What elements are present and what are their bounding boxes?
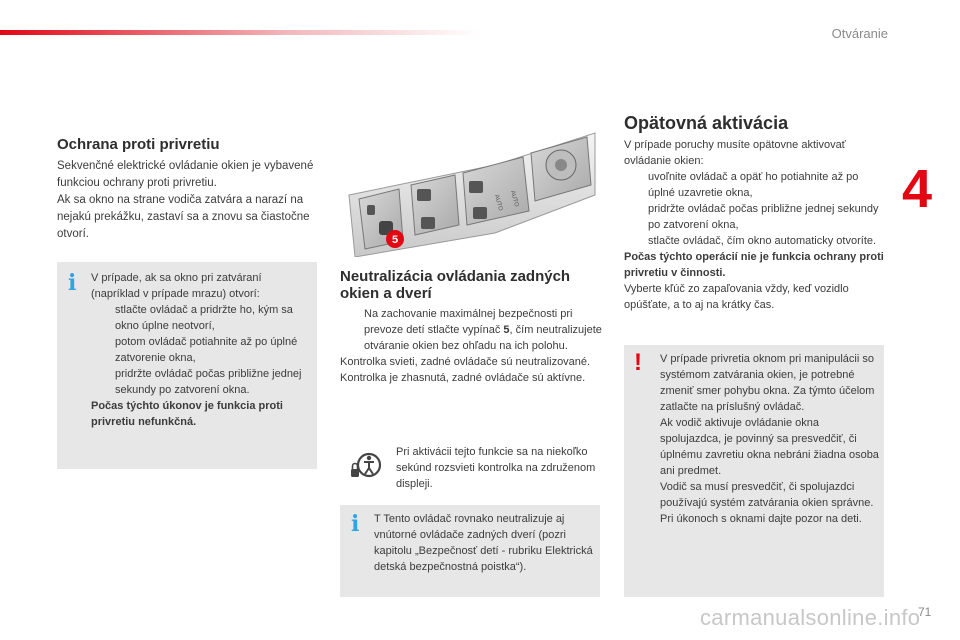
switch-label-auto: AUTO (509, 189, 520, 208)
right-bold: Počas týchto operácií nie je funkcia ochrany proti privretiu v činnosti. (624, 251, 884, 279)
left-note-bold: Počas týchto úkonov je funkcia proti privretiu nefunkčná. (91, 400, 283, 428)
section-title: Otváranie (831, 26, 888, 41)
right-tail: Vyberte kľúč zo zapaľovania vždy, keď vozidlo opúšťate, a to aj na krátky čas. (624, 283, 849, 311)
left-note-intro: V prípade, ak sa okno pri zatváraní (napríklad v prípade mrazu) otvorí: (91, 272, 262, 300)
warning-line: Vodič sa musí presvedčiť, či spolujazdci používajú systém zatvárania okien správne. (660, 481, 874, 509)
middle-note-text: T Tento ovládač rovnako neutralizuje aj vnútorné ovládače zadných dverí (pozri kapitolu „Bezpečnosť detí - rubriku Elektrická detská bezpečnostná poistka“). (374, 513, 593, 573)
left-info-note (57, 262, 317, 469)
left-body (57, 158, 317, 243)
left-body-p1: Sekvenčné elektrické ovládanie okien je vybavené funkciou ochrany proti privretiu. (57, 160, 314, 189)
list-item: stlačte ovládač a pridržte ho, kým sa okno úplne neotvorí, (115, 304, 293, 332)
middle-info-note (340, 505, 600, 597)
watermark: carmanualsonline.info (700, 605, 921, 630)
middle-tip: Pri aktivácii tejto funkcie sa na niekoľko sekúnd rozsvieti kontrolka na združenom displeji. (396, 446, 596, 490)
warning-line: Ak vodič aktivuje ovládanie okna spolujazdca, je povinný sa presvedčiť, či úplnému zavretiu okna nebráni žiadna osoba ani predmet. (660, 417, 879, 477)
warning-line: V prípade privretia oknom pri manipulácii so systémom zatvárania okien, je potrebné zmeniť smer pohybu okna. Za týmto účelom zatlačte na príslušný ovládač. (660, 353, 875, 413)
list-item: pridržte ovládač počas približne jednej sekundy po zatvorení okna, (648, 203, 879, 231)
list-item: stlačte ovládač, čím okno automaticky otvoríte. (648, 235, 877, 247)
middle-heading: Neutralizácia ovládania zadných okien a dverí (340, 268, 571, 302)
list-item: Na zachovanie maximálnej bezpečnosti pri prevoze detí stlačte vypínač 5, čím neutralizujete otváranie okien bez ohľadu na ich polohu. (364, 308, 602, 352)
right-intro: V prípade poruchy musíte opätovne aktivovať ovládanie okien: (624, 139, 846, 167)
list-item: pridržte ovládač počas približne jednej sekundy po zatvorení okna. (115, 368, 302, 396)
middle-body-p1: Kontrolka svieti, zadné ovládače sú neutralizované. (340, 356, 591, 368)
info-icon: i (351, 511, 360, 537)
right-body (624, 137, 886, 313)
right-heading: Opätovná aktivácia (624, 113, 789, 133)
middle-body (340, 306, 602, 386)
chapter-number: 4 (902, 159, 933, 219)
left-heading: Ochrana proti privretiu (57, 136, 220, 153)
left-body-p2: Ak sa okno na strane vodiča zatvára a narazí na nejakú prekážku, zastaví sa a znovu sa čiastočne otvorí. (57, 194, 310, 240)
info-icon: i (68, 270, 77, 296)
warning-line: Pri úkonoch s oknami dajte pozor na deti. (660, 513, 862, 525)
list-item: uvoľnite ovládač a opäť ho potiahnite až po úplné uzavretie okna, (648, 171, 859, 199)
page-number: 71 (918, 605, 932, 619)
left-note-list (91, 302, 313, 398)
switch-label-auto: AUTO (493, 193, 504, 212)
right-warning-note (624, 345, 884, 597)
header-accent-bar (0, 30, 480, 35)
child-lock-indicator-icon (349, 450, 383, 484)
warning-icon: ! (634, 349, 642, 376)
callout-badge: 5 (391, 234, 399, 246)
window-switch-panel-illustration (345, 125, 597, 257)
middle-body-p2: Kontrolka je zhasnutá, zadné ovládače sú aktívne. (340, 372, 586, 384)
list-item: potom ovládač potiahnite až po úplné zatvorenie okna, (115, 336, 298, 364)
